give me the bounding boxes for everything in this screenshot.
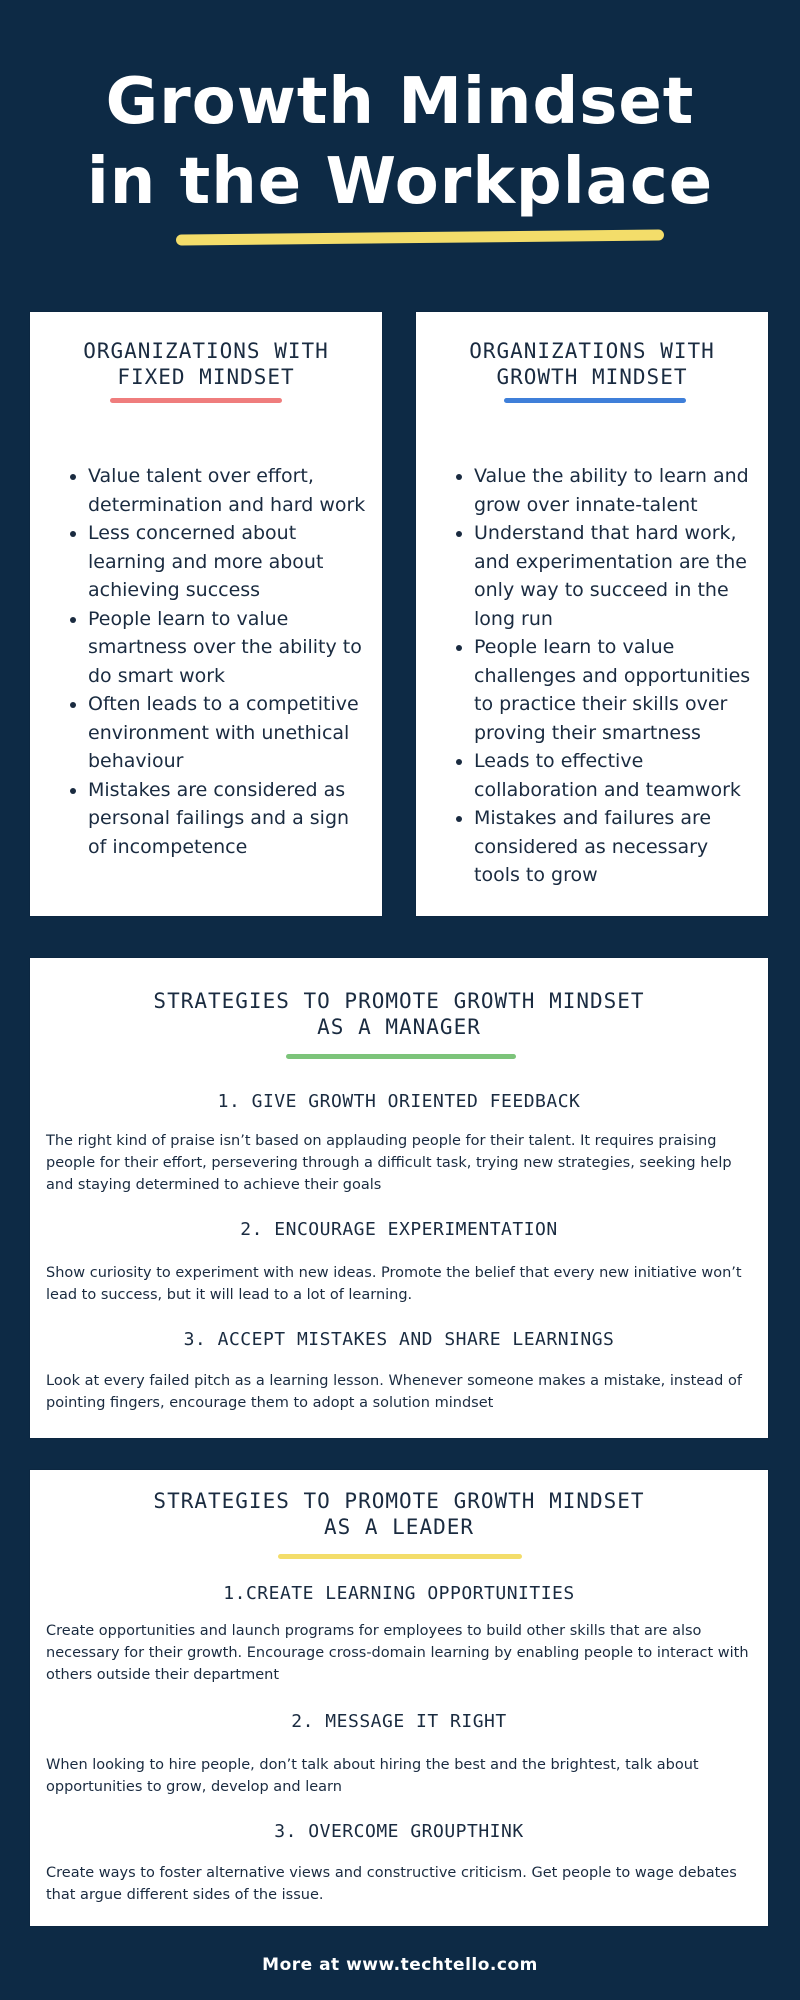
manager-strategy-3-text: Look at every failed pitch as a learning lesson. Whenever someone makes a mistake, instead of pointing fingers, encourage them to adopt a solution mindset — [46, 1373, 742, 1411]
growth-heading-line1: ORGANIZATIONS WITH — [469, 339, 715, 363]
leader-heading-line2: AS A LEADER — [323, 1515, 475, 1539]
fixed-mindset-card — [30, 312, 382, 916]
list-item: • Often leads to a competitive environment with unethical behaviour — [88, 690, 370, 776]
growth-heading-line2: GROWTH MINDSET — [496, 365, 688, 389]
fixed-points-list — [60, 462, 370, 861]
manager-heading-mark — [286, 1054, 516, 1059]
list-item: • Leads to effective collaboration and teamwork — [474, 747, 756, 804]
list-item: • Value the ability to learn and grow over innate-talent — [474, 462, 756, 519]
fixed-heading-line1: ORGANIZATIONS WITH — [83, 339, 329, 363]
leader-strategy-3-title: 3. OVERCOME GROUPTHINK — [274, 1821, 524, 1842]
leader-strategies-card — [30, 1470, 768, 1926]
footer-link-text: More at www.techtello.com — [262, 1955, 538, 1975]
fixed-heading-mark — [110, 398, 282, 403]
list-item: • People learn to value challenges and opportunities to practice their skills over proving their smartness — [474, 633, 756, 747]
list-item: • Less concerned about learning and more about achieving success — [88, 519, 370, 605]
leader-strategy-1-title: 1.CREATE LEARNING OPPORTUNITIES — [223, 1583, 575, 1604]
page-title: Growth Mindset in the Workplace — [86, 65, 714, 219]
manager-heading — [30, 988, 768, 1040]
list-item: • Understand that hard work, and experimentation are the only way to succeed in the long run — [474, 519, 756, 633]
manager-strategy-1-text: The right kind of praise isn’t based on applauding people for their talent. It requires praising people for their effort, persevering through a difficult task, trying new strategies, seeking help and staying determined to achieve their goals — [46, 1133, 732, 1193]
fixed-heading-line2: FIXED MINDSET — [117, 365, 295, 389]
leader-strategy-2-text: When looking to hire people, don’t talk about hiring the best and the brightest, talk about opportunities to grow, develop and learn — [46, 1757, 699, 1795]
manager-strategies-card — [30, 958, 768, 1438]
title-underline — [176, 229, 664, 245]
manager-heading-line2: AS A MANAGER — [317, 1015, 481, 1039]
leader-heading-mark — [278, 1554, 522, 1559]
manager-strategy-1-title: 1. GIVE GROWTH ORIENTED FEEDBACK — [217, 1091, 581, 1112]
manager-strategy-3-title: 3. ACCEPT MISTAKES AND SHARE LEARNINGS — [183, 1329, 615, 1350]
manager-strategy-2-title: 2. ENCOURAGE EXPERIMENTATION — [240, 1219, 558, 1240]
list-item: • Mistakes are considered as personal failings and a sign of incompetence — [88, 776, 370, 862]
fixed-heading — [30, 338, 382, 390]
leader-strategy-2-title: 2. MESSAGE IT RIGHT — [291, 1711, 507, 1732]
growth-heading-mark — [504, 398, 686, 403]
leader-strategy-3-text: Create ways to foster alternative views and constructive criticism. Get people to wage debates that argue different sides of the issue. — [46, 1865, 737, 1903]
growth-points-list — [446, 462, 756, 890]
manager-heading-line1: STRATEGIES TO PROMOTE GROWTH MINDSET — [153, 989, 645, 1013]
growth-heading — [416, 338, 768, 390]
leader-strategy-1-text: Create opportunities and launch programs for employees to build other skills that are also necessary for their growth. Encourage cross-domain learning by enabling people to interact with others outside their department — [46, 1623, 749, 1683]
leader-heading-line1: STRATEGIES TO PROMOTE GROWTH MINDSET — [153, 1489, 645, 1513]
leader-heading — [30, 1488, 768, 1540]
growth-mindset-card — [416, 312, 768, 916]
list-item: • Mistakes and failures are considered as necessary tools to grow — [474, 804, 756, 890]
list-item: • Value talent over effort, determination and hard work — [88, 462, 370, 519]
list-item: • People learn to value smartness over the ability to do smart work — [88, 605, 370, 691]
manager-strategy-2-text: Show curiosity to experiment with new ideas. Promote the belief that every new initiative won’t lead to success, but it will lead to a lot of learning. — [46, 1265, 742, 1303]
